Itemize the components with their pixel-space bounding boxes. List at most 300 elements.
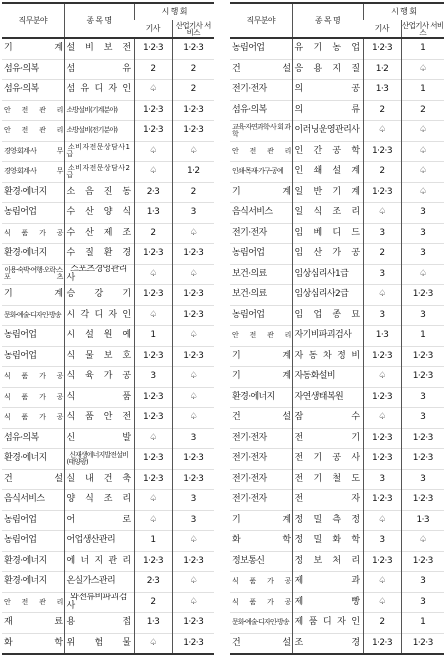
industrial-cell: 1·2·3 xyxy=(401,428,444,449)
industrial-cell: ♤ xyxy=(401,141,444,162)
field-cell: 식 품 가 공 xyxy=(2,387,64,408)
item-cell: 식 품 xyxy=(64,387,134,408)
industrial-cell: 1·2·3 xyxy=(401,285,444,306)
field-cell: 건 설 xyxy=(230,59,292,80)
field-cell: 환경·에너지 xyxy=(2,449,64,470)
field-cell: 보건·의료 xyxy=(230,285,292,306)
header-engineer: 기사 xyxy=(374,23,389,33)
item-cell: 임 베 디 드 xyxy=(292,223,363,244)
engineer-cell: ♤ xyxy=(134,305,172,326)
item-cell: 시 설 원 예 xyxy=(64,326,134,347)
industrial-cell: 1 xyxy=(401,38,444,59)
field-cell: 환경·에너지 xyxy=(2,182,64,203)
industrial-cell: 2 xyxy=(172,59,214,80)
engineer-cell: 1·2·3 xyxy=(363,38,401,59)
item-cell: 어업생산관리 xyxy=(64,531,134,552)
table-row xyxy=(2,38,214,59)
item-cell: 용 접 xyxy=(64,613,134,634)
industrial-cell: 2 xyxy=(401,100,444,121)
field-cell: 이용·숙박·여행·오락·스 포 츠 xyxy=(2,264,64,285)
item-cell: 임상심리사1급 xyxy=(292,264,363,285)
field-cell: 농림어업 xyxy=(2,531,64,552)
field-cell: 전기·전자 xyxy=(230,223,292,244)
table-row xyxy=(230,490,444,511)
engineer-cell: 3 xyxy=(363,305,401,326)
engineer-cell: 1·2·3 xyxy=(134,551,172,572)
field-cell: 농림어업 xyxy=(2,346,64,367)
item-cell: 수 산 양 식 xyxy=(64,203,134,224)
industrial-cell: 3 xyxy=(401,244,444,265)
item-cell: 전 기 철 도 xyxy=(292,469,363,490)
item-cell: 온실가스관리 xyxy=(64,572,134,593)
field-cell: 건 설 xyxy=(230,408,292,429)
engineer-cell: ♤ xyxy=(134,264,172,285)
field-cell: 기 계 xyxy=(230,182,292,203)
item-cell: 정 밀 측 정 xyxy=(292,510,363,531)
industrial-cell: 1·2·3 xyxy=(401,346,444,367)
item-cell: 자 동 차 정 비 xyxy=(292,346,363,367)
item-cell: 섬 유 xyxy=(64,59,134,80)
engineer-cell: 1·2·3 xyxy=(134,387,172,408)
industrial-cell: 1·2·3 xyxy=(172,285,214,306)
field-cell: 식 품 가 공 xyxy=(230,592,292,613)
table-row xyxy=(230,592,444,613)
field-cell: 농림어업 xyxy=(2,326,64,347)
table-row xyxy=(2,100,214,121)
table-row xyxy=(2,490,214,511)
item-cell: 전 자 xyxy=(292,490,363,511)
engineer-cell: 1·2·3 xyxy=(134,346,172,367)
engineer-cell: ♤ xyxy=(134,141,172,162)
header-row xyxy=(2,3,214,20)
table-row xyxy=(230,162,444,183)
header-industrial: 산업기사 서비스 xyxy=(401,20,444,37)
field-cell: 환경·에너지 xyxy=(230,387,292,408)
field-cell: 경영·회계·사 무 xyxy=(2,162,64,183)
industrial-cell: 1·2·3 xyxy=(172,613,214,634)
industrial-cell: 1·2·3 xyxy=(401,551,444,572)
engineer-cell: 1·2·3 xyxy=(363,633,401,654)
field-cell: 교육·자연과학·사 회 과 학 xyxy=(230,121,292,142)
header-industrial: 산업기사 서비스 xyxy=(172,20,214,38)
industrial-cell: ♤ xyxy=(172,387,214,408)
industrial-cell: 3 xyxy=(401,469,444,490)
engineer-cell: 1·2·3 xyxy=(363,387,401,408)
industrial-cell: 1 xyxy=(401,80,444,101)
industrial-cell: ♤ xyxy=(401,182,444,203)
engineer-cell: 2 xyxy=(363,100,401,121)
table-row xyxy=(2,264,214,285)
field-cell: 식 품 가 공 xyxy=(2,223,64,244)
field-cell: 환경·에너지 xyxy=(2,244,64,265)
industrial-cell: 3 xyxy=(401,387,444,408)
engineer-cell: 1·2·3 xyxy=(363,141,401,162)
engineer-cell: ♤ xyxy=(134,490,172,511)
field-cell: 기 계 xyxy=(2,285,64,306)
engineer-cell: 2·3 xyxy=(134,572,172,593)
table-row xyxy=(230,223,444,244)
industrial-cell: 3 xyxy=(401,223,444,244)
industrial-cell: 1·2·3 xyxy=(401,449,444,470)
table-row xyxy=(230,38,444,59)
engineer-cell: 2·3 xyxy=(134,182,172,203)
item-cell: 유 기 농 업 xyxy=(292,38,363,59)
field-cell: 전기·전자 xyxy=(230,428,292,449)
industrial-cell: 1·2·3 xyxy=(401,633,444,654)
engineer-cell: 1 xyxy=(134,531,172,552)
table-row xyxy=(2,531,214,552)
item-cell: 임 업 종 묘 xyxy=(292,305,363,326)
table-row xyxy=(2,305,214,326)
field-cell: 건 설 xyxy=(2,469,64,490)
header-engineer: 기사 xyxy=(145,23,160,33)
industrial-cell: 1·2·3 xyxy=(172,244,214,265)
item-cell: 전 기 공 사 xyxy=(292,449,363,470)
engineer-cell: 2 xyxy=(363,613,401,634)
item-cell: 수 질 환 경 xyxy=(64,244,134,265)
industrial-cell: 1·2·3 xyxy=(172,469,214,490)
field-cell: 섬유·의복 xyxy=(2,80,64,101)
item-cell: 이러닝운영관리사 xyxy=(292,121,363,142)
engineer-cell: 3 xyxy=(363,264,401,285)
field-cell: 인쇄·목재·가구·공예 xyxy=(230,162,292,183)
industrial-cell: 1·2·3 xyxy=(172,346,214,367)
header-row xyxy=(230,3,444,20)
table-row xyxy=(230,264,444,285)
engineer-cell: ♤ xyxy=(363,572,401,593)
engineer-cell: 1·2·3 xyxy=(363,551,401,572)
header-exam-group: 시 행 회 xyxy=(134,3,214,20)
engineer-cell: 1·3 xyxy=(363,80,401,101)
engineer-cell: ♤ xyxy=(363,592,401,613)
table-row xyxy=(230,100,444,121)
field-cell: 음식서비스 xyxy=(230,203,292,224)
industrial-cell: 1 xyxy=(401,326,444,347)
industrial-cell: 1·2·3 xyxy=(172,449,214,470)
engineer-cell: 1·2·3 xyxy=(134,408,172,429)
item-cell: 소방설비(전기분야) xyxy=(64,121,134,142)
industrial-cell: ♤ xyxy=(172,223,214,244)
field-cell: 화 학 xyxy=(2,633,64,654)
industrial-cell: 3 xyxy=(172,510,214,531)
field-cell: 농림어업 xyxy=(230,305,292,326)
item-cell: 식 품 안 전 xyxy=(64,408,134,429)
field-cell: 농림어업 xyxy=(230,38,292,59)
table-row xyxy=(230,613,444,634)
engineer-cell: 1·2·3 xyxy=(363,490,401,511)
table-row xyxy=(2,244,214,265)
item-cell: 의 류 xyxy=(292,100,363,121)
table-row xyxy=(2,592,214,613)
field-cell: 안 전 관 리 xyxy=(2,100,64,121)
item-cell: 제 과 xyxy=(292,572,363,593)
industrial-cell: 3 xyxy=(401,592,444,613)
engineer-cell: 1·2·3 xyxy=(363,449,401,470)
engineer-cell: 2 xyxy=(134,59,172,80)
field-cell: 식 품 가 공 xyxy=(2,367,64,388)
table-row xyxy=(2,510,214,531)
item-cell: 제 품 디 자 인 xyxy=(292,613,363,634)
engineer-cell: 1·2·3 xyxy=(363,428,401,449)
table-row xyxy=(230,428,444,449)
header-exam-group: 시 행 회 xyxy=(363,3,444,20)
industrial-cell: 1·2·3 xyxy=(172,121,214,142)
industrial-cell: 1·3 xyxy=(401,510,444,531)
engineer-cell: 3 xyxy=(134,367,172,388)
field-cell: 건 설 xyxy=(230,633,292,654)
engineer-cell: 1 xyxy=(134,326,172,347)
table-row xyxy=(2,572,214,593)
field-cell: 식 품 가 공 xyxy=(230,572,292,593)
table-row xyxy=(2,449,214,470)
engineer-cell: 1·2·3 xyxy=(134,469,172,490)
industrial-cell: 1·2 xyxy=(172,162,214,183)
item-cell: 정 보 처 리 xyxy=(292,551,363,572)
schedule-table-left xyxy=(2,2,214,655)
engineer-cell: ♤ xyxy=(363,367,401,388)
engineer-cell: 2 xyxy=(363,162,401,183)
engineer-cell: 1·2·3 xyxy=(134,121,172,142)
industrial-cell: 3 xyxy=(401,305,444,326)
field-cell: 문화·예술·디자인·방송 xyxy=(230,613,292,634)
industrial-cell: 1·2·3 xyxy=(172,551,214,572)
industrial-cell: 1·2·3 xyxy=(401,367,444,388)
table-row xyxy=(2,80,214,101)
industrial-cell: ♤ xyxy=(172,592,214,613)
table-row xyxy=(230,346,444,367)
item-cell: 신재생에너지발전설비(태양광) xyxy=(64,449,134,470)
field-cell: 전기·전자 xyxy=(230,469,292,490)
item-cell: 일 식 조 리 xyxy=(292,203,363,224)
engineer-cell: 1·2 xyxy=(363,59,401,80)
item-cell: 소 비 자 전 문 상 담 사 2 급 xyxy=(64,162,134,183)
table-row xyxy=(230,408,444,429)
field-cell: 환경·에너지 xyxy=(2,572,64,593)
item-cell: 어 로 xyxy=(64,510,134,531)
table-row xyxy=(230,633,444,654)
industrial-cell: ♤ xyxy=(172,326,214,347)
table-row xyxy=(2,162,214,183)
engineer-cell: ♤ xyxy=(134,428,172,449)
table-row xyxy=(2,203,214,224)
table-row xyxy=(2,141,214,162)
item-cell: 자동화설비 xyxy=(292,367,363,388)
table-row xyxy=(2,613,214,634)
field-cell: 전기·전자 xyxy=(230,490,292,511)
item-cell: 자기비파괴검사 xyxy=(292,326,363,347)
field-cell: 안 전 관 리 xyxy=(230,326,292,347)
header-field: 직무분야 xyxy=(18,15,47,25)
industrial-cell: 1·2·3 xyxy=(172,633,214,654)
engineer-cell: 1·3 xyxy=(363,326,401,347)
engineer-cell: ♤ xyxy=(134,510,172,531)
field-cell: 농림어업 xyxy=(2,510,64,531)
table-row xyxy=(230,469,444,490)
field-cell: 보건·의료 xyxy=(230,264,292,285)
industrial-cell: ♤ xyxy=(401,59,444,80)
item-cell: 일 반 기 계 xyxy=(292,182,363,203)
item-cell: 스포츠경영관리사 xyxy=(64,264,134,285)
item-cell: 승 강 기 xyxy=(64,285,134,306)
industrial-cell: 3 xyxy=(172,428,214,449)
table-row xyxy=(230,531,444,552)
table-row xyxy=(230,59,444,80)
table-row xyxy=(230,449,444,470)
industrial-cell: ♤ xyxy=(401,162,444,183)
field-cell: 전기·전자 xyxy=(230,449,292,470)
engineer-cell: ♤ xyxy=(363,285,401,306)
industrial-cell: 2 xyxy=(172,80,214,101)
item-cell: 소 비 자 전 문 상 담 사 1 급 xyxy=(64,141,134,162)
item-cell: 수 산 제 조 xyxy=(64,223,134,244)
field-cell: 기 계 xyxy=(2,38,64,59)
table-row xyxy=(2,121,214,142)
field-cell: 기 계 xyxy=(230,510,292,531)
table-row xyxy=(230,121,444,142)
table-row xyxy=(230,182,444,203)
engineer-cell: ♤ xyxy=(363,121,401,142)
schedule-table-right xyxy=(230,2,444,655)
item-cell: 위 험 물 xyxy=(64,633,134,654)
item-cell: 제 빵 xyxy=(292,592,363,613)
industrial-cell: ♤ xyxy=(172,408,214,429)
table-row xyxy=(2,346,214,367)
engineer-cell: 3 xyxy=(363,469,401,490)
table-row xyxy=(230,510,444,531)
field-cell: 재 료 xyxy=(2,613,64,634)
field-cell: 정보통신 xyxy=(230,551,292,572)
table-row xyxy=(2,428,214,449)
field-cell: 농림어업 xyxy=(230,244,292,265)
table-row xyxy=(230,387,444,408)
industrial-cell: ♤ xyxy=(172,531,214,552)
industrial-cell: 3 xyxy=(172,203,214,224)
industrial-cell: ♤ xyxy=(401,121,444,142)
item-cell: 실 내 건 축 xyxy=(64,469,134,490)
industrial-cell: ♤ xyxy=(172,264,214,285)
engineer-cell: ♤ xyxy=(363,510,401,531)
table-row xyxy=(2,182,214,203)
industrial-cell: ♤ xyxy=(172,141,214,162)
table-row xyxy=(230,285,444,306)
engineer-cell: 1·2·3 xyxy=(134,38,172,59)
table-row xyxy=(2,223,214,244)
item-cell: 소방설비(기계분야) xyxy=(64,100,134,121)
table-row xyxy=(2,408,214,429)
item-cell: 조 경 xyxy=(292,633,363,654)
engineer-cell: ♤ xyxy=(363,203,401,224)
item-cell: 식 육 가 공 xyxy=(64,367,134,388)
item-cell: 소 음 진 동 xyxy=(64,182,134,203)
field-cell: 농림어업 xyxy=(2,203,64,224)
item-cell: 인 간 공 학 xyxy=(292,141,363,162)
field-cell: 문화·예술·디자인·방송 xyxy=(2,305,64,326)
table-row xyxy=(230,367,444,388)
table-row xyxy=(2,551,214,572)
engineer-cell: 3 xyxy=(363,531,401,552)
engineer-cell: 1·3 xyxy=(134,203,172,224)
field-cell: 기 계 xyxy=(230,367,292,388)
item-cell: 임상심리사2급 xyxy=(292,285,363,306)
field-cell: 안 전 관 리 xyxy=(2,121,64,142)
field-cell: 안 전 관 리 xyxy=(2,592,64,613)
table-row xyxy=(2,387,214,408)
table-row xyxy=(230,326,444,347)
industrial-cell: 1·2·3 xyxy=(401,490,444,511)
item-cell: 설 비 보 전 xyxy=(64,38,134,59)
field-cell: 음식서비스 xyxy=(2,490,64,511)
industrial-cell: 2 xyxy=(172,182,214,203)
table-row xyxy=(230,203,444,224)
field-cell: 섬유·의복 xyxy=(2,59,64,80)
item-cell: 잠 수 xyxy=(292,408,363,429)
table-row xyxy=(230,80,444,101)
item-cell: 인 쇄 설 계 xyxy=(292,162,363,183)
engineer-cell: ♤ xyxy=(134,80,172,101)
industrial-cell: ♤ xyxy=(172,367,214,388)
field-cell: 환경·에너지 xyxy=(2,551,64,572)
engineer-cell: 1·2·3 xyxy=(134,285,172,306)
item-cell: 임 산 가 공 xyxy=(292,244,363,265)
item-cell: 신 발 xyxy=(64,428,134,449)
industrial-cell: 1 xyxy=(401,613,444,634)
table-row xyxy=(230,551,444,572)
item-cell: 응 용 지 질 xyxy=(292,59,363,80)
table-row xyxy=(230,244,444,265)
header-item: 종 목 명 xyxy=(292,3,363,38)
industrial-cell: ♤ xyxy=(401,531,444,552)
item-cell: 섬 유 디 자 인 xyxy=(64,80,134,101)
item-cell: 시 각 디 자 인 xyxy=(64,305,134,326)
industrial-cell: 3 xyxy=(401,408,444,429)
table-row xyxy=(230,141,444,162)
field-cell: 식 품 가 공 xyxy=(2,408,64,429)
industrial-cell: 3 xyxy=(401,572,444,593)
engineer-cell: 2 xyxy=(363,244,401,265)
table-row xyxy=(230,305,444,326)
engineer-cell: 1·2·3 xyxy=(134,100,172,121)
engineer-cell: 1·2·3 xyxy=(363,182,401,203)
engineer-cell: 1·2·3 xyxy=(134,244,172,265)
engineer-cell: ♤ xyxy=(363,408,401,429)
engineer-cell: 1·2·3 xyxy=(363,346,401,367)
industrial-cell: 3 xyxy=(401,203,444,224)
item-cell: 에 너 지 관 리 xyxy=(64,551,134,572)
industrial-cell: 1·2·3 xyxy=(172,100,214,121)
header-item: 종 목 명 xyxy=(64,3,134,38)
engineer-cell: 1·3 xyxy=(134,613,172,634)
table-row xyxy=(230,572,444,593)
table-row xyxy=(2,326,214,347)
engineer-cell: 2 xyxy=(134,592,172,613)
table-row xyxy=(2,367,214,388)
item-cell: 양 식 조 리 xyxy=(64,490,134,511)
field-cell: 기 계 xyxy=(230,346,292,367)
industrial-cell: ♤ xyxy=(172,572,214,593)
item-cell: 의 공 xyxy=(292,80,363,101)
field-cell: 섬유·의복 xyxy=(230,100,292,121)
field-cell: 전기·전자 xyxy=(230,80,292,101)
field-cell: 화 학 xyxy=(230,531,292,552)
engineer-cell: 2 xyxy=(134,223,172,244)
industrial-cell: 3 xyxy=(172,490,214,511)
table-row xyxy=(2,633,214,654)
industrial-cell: 1·2·3 xyxy=(172,38,214,59)
item-cell: 전 기 xyxy=(292,428,363,449)
industrial-cell: 1·2·3 xyxy=(172,305,214,326)
item-cell: 와전류비파괴검사 xyxy=(64,592,134,613)
table-row xyxy=(2,285,214,306)
